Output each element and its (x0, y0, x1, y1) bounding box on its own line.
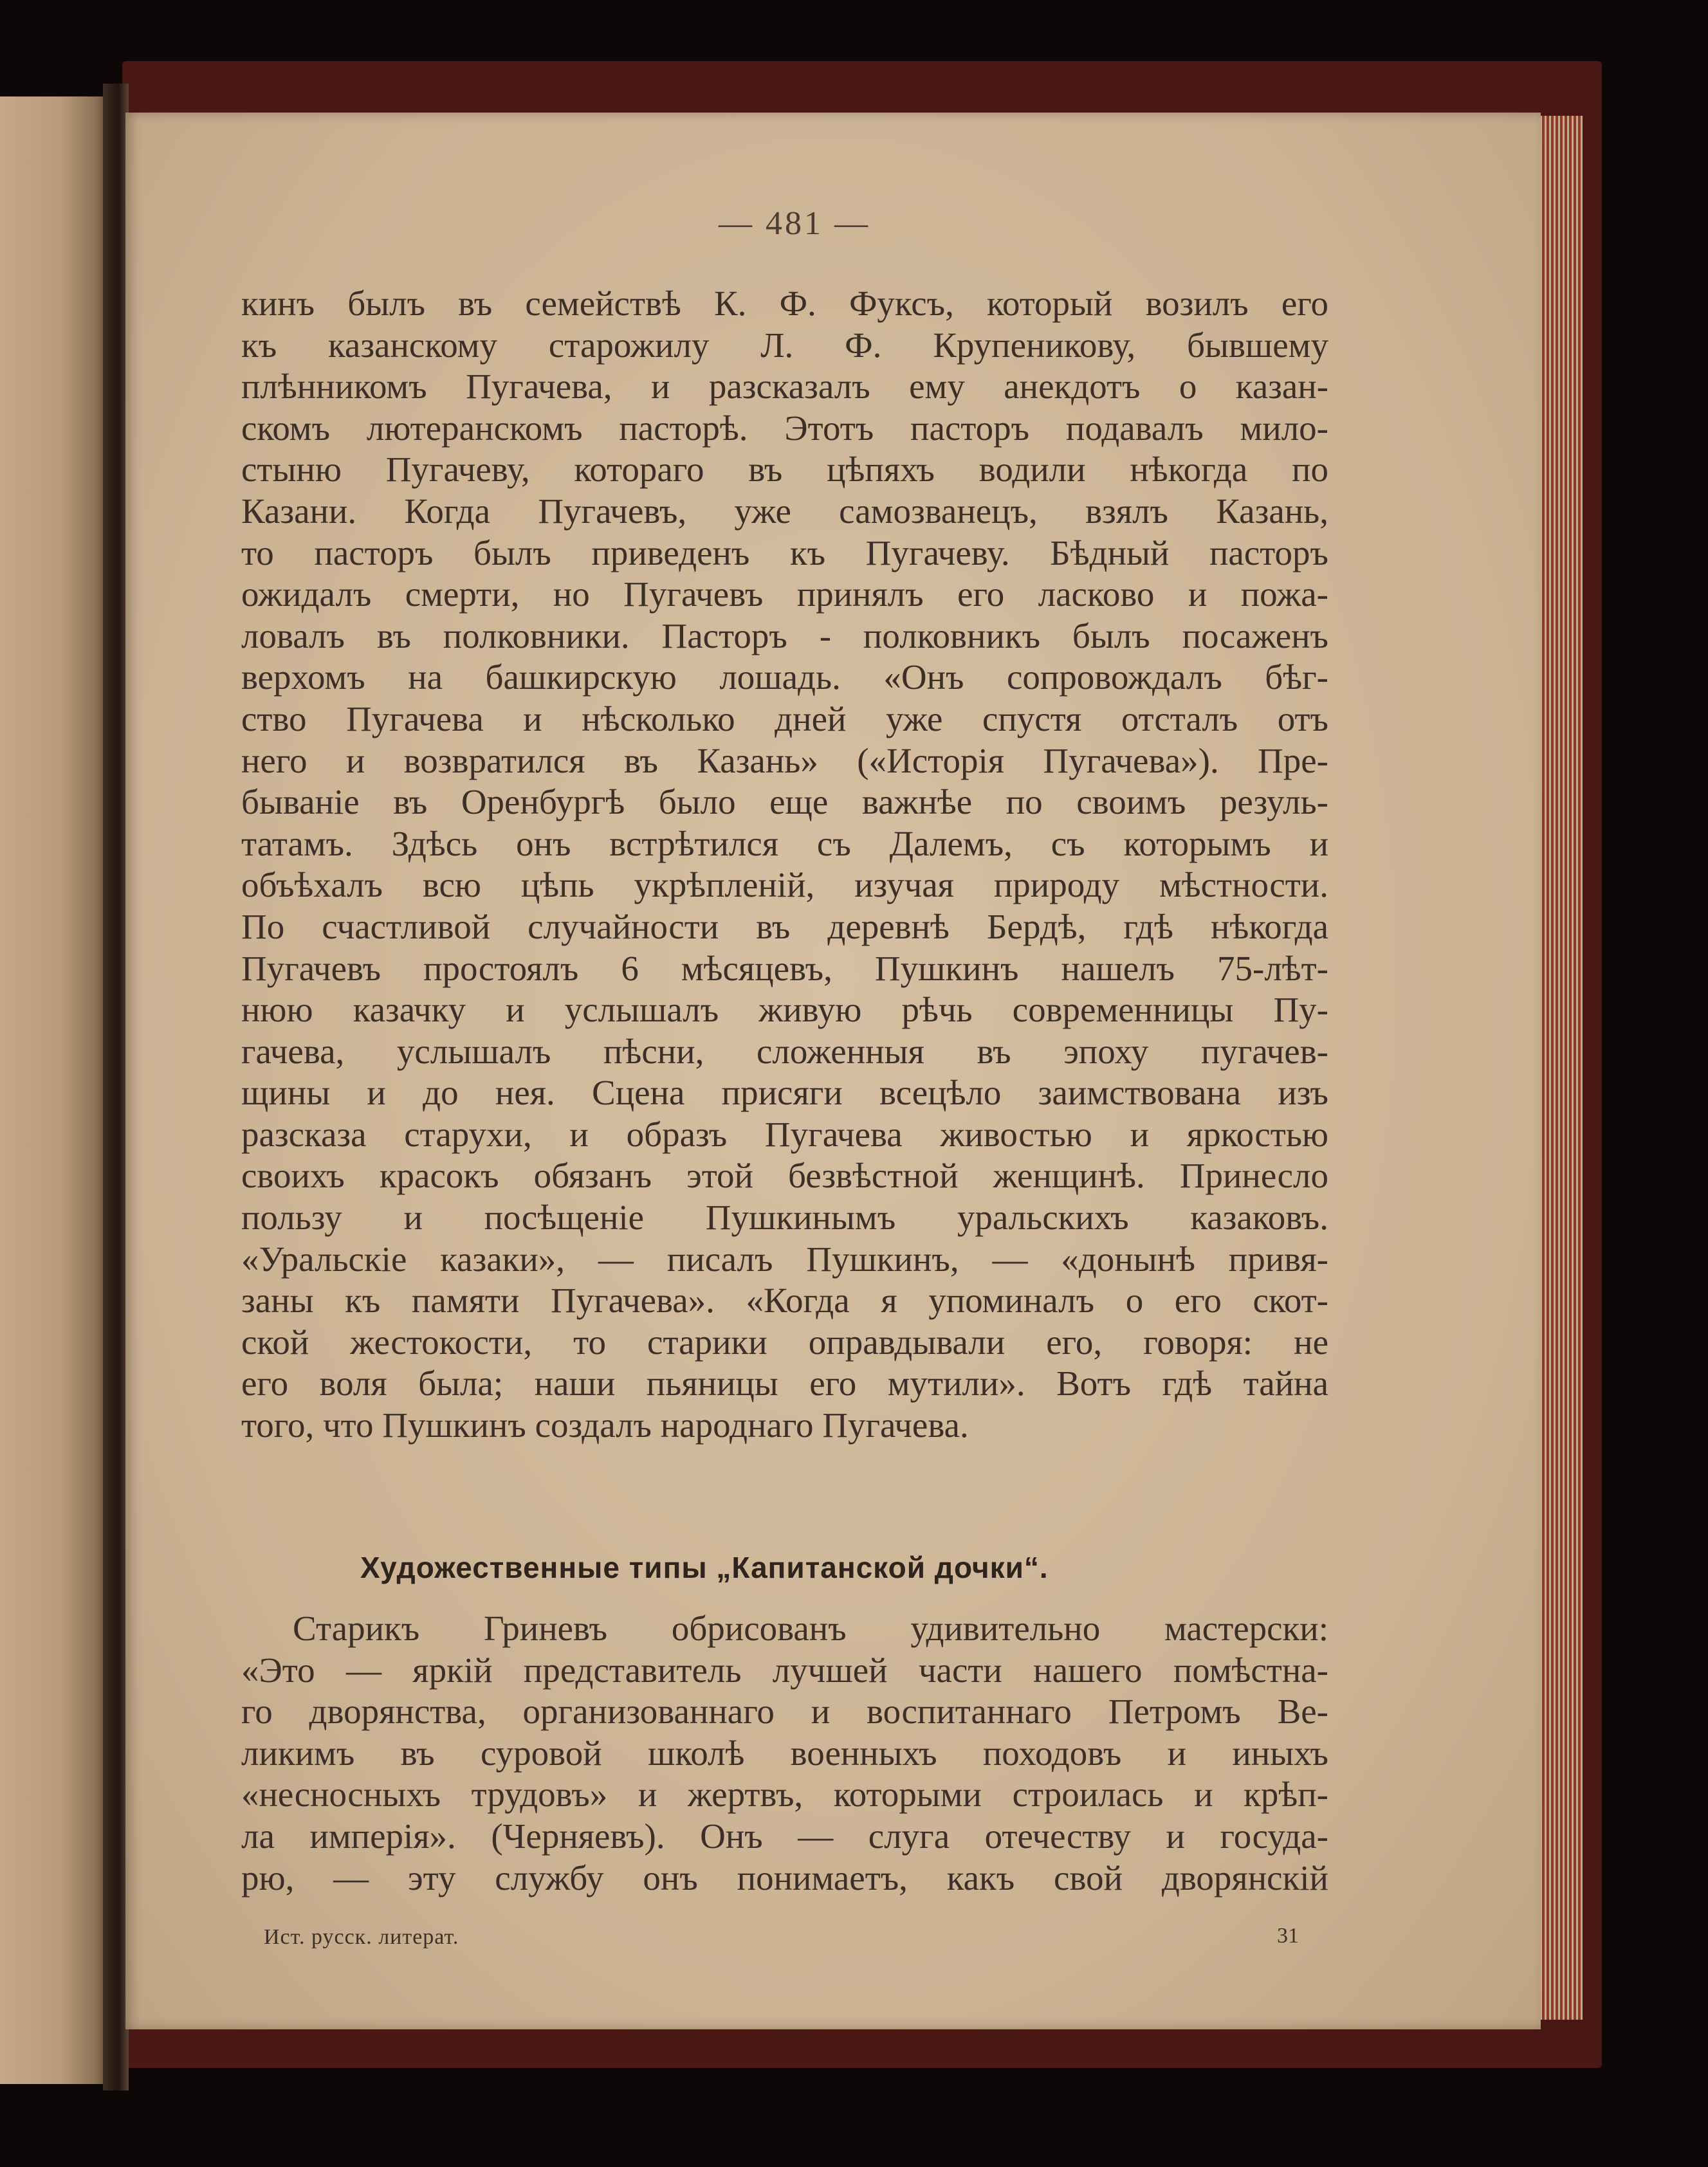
text-line: него и возвратился въ Казань» («Исторія Пугачева»). Пре- (241, 740, 1328, 780)
text-line: верхомъ на башкирскую лошадь. «Онъ сопровождалъ бѣг- (241, 657, 1328, 697)
text-line: По счастливой случайности въ деревнѣ Бердѣ, гдѣ нѣкогда (241, 906, 1328, 946)
book-gutter (103, 84, 129, 2090)
text-line: пользу и посѣщеніе Пушкинымъ уральскихъ казаковъ. (241, 1198, 1328, 1238)
text-line: татамъ. Здѣсь онъ встрѣтился съ Далемъ, съ которымъ и (241, 823, 1328, 863)
text-line: ла имперія». (Черняевъ). Онъ — слуга отечеству и госуда- (241, 1816, 1328, 1856)
text-line: щины и до нея. Сцена присяги всецѣло заимствована изъ (241, 1073, 1328, 1113)
text-line: рю, — эту службу онъ понимаетъ, какъ свой дворянскій (241, 1858, 1328, 1897)
text-line: «несносныхъ трудовъ» и жертвъ, которыми строилась и крѣп- (241, 1775, 1328, 1815)
text-line: ство Пугачева и нѣсколько дней уже спустя отсталъ отъ (241, 699, 1328, 738)
text-line: Пугачевъ простоялъ 6 мѣсяцевъ, Пушкинъ нашелъ 75-лѣт- (241, 948, 1328, 988)
text-line: объѣхалъ всю цѣпь укрѣпленій, изучая природу мѣстности. (241, 865, 1328, 905)
footer-signature-number: 31 (1277, 1924, 1299, 1948)
text-line: Старикъ Гриневъ обрисованъ удивительно мастерски: (293, 1609, 1328, 1648)
text-line: ожидалъ смерти, но Пугачевъ принялъ его ласково и пожа- (241, 574, 1328, 614)
text-line: «Уральскіе казаки», — писалъ Пушкинъ, — «донынѣ привя- (241, 1239, 1328, 1279)
text-line: кинъ былъ въ семействѣ К. Ф. Фуксъ, который возилъ его (241, 284, 1328, 323)
footer-signature-title: Ист. русск. литерат. (264, 1925, 459, 1949)
paragraph-1 (241, 283, 1328, 1447)
text-line: гачева, услышалъ пѣсни, сложенныя въ эпоху пугачев- (241, 1031, 1328, 1071)
text-line: ликимъ въ суровой школѣ военныхъ походовъ и иныхъ (241, 1733, 1328, 1773)
text-line: къ казанскому старожилу Л. Ф. Крупеникову, бывшему (241, 325, 1328, 365)
text-line: ловалъ въ полковники. Пасторъ - полковникъ былъ посаженъ (241, 616, 1328, 655)
left-page-edge (0, 96, 113, 2084)
paragraph-2 (241, 1608, 1328, 1899)
text-line: бываніе въ Оренбургѣ было еще важнѣе по своимъ резуль- (241, 782, 1328, 822)
text-line: ской жестокости, то старики оправдывали его, говоря: не (241, 1322, 1328, 1362)
text-line: скомъ лютеранскомъ пасторѣ. Этотъ пасторъ подавалъ мило- (241, 408, 1328, 448)
text-line: разсказа старухи, и образъ Пугачева живостью и яркостью (241, 1114, 1328, 1154)
page-number: — 481 — (719, 205, 870, 242)
text-line: плѣнникомъ Пугачева, и разсказалъ ему анекдотъ о казан- (241, 367, 1328, 407)
text-line: нюю казачку и услышалъ живую рѣчь современницы Пу- (241, 990, 1328, 1030)
text-line: «Это — яркій представитель лучшей части нашего помѣстна- (241, 1650, 1328, 1690)
page-stack-edge (1538, 116, 1583, 2020)
section-heading: Художественные типы „Капитанской дочки“. (360, 1551, 1049, 1584)
text-line: стыню Пугачеву, котораго въ цѣпяхъ водили нѣкогда по (241, 450, 1328, 489)
text-line: заны къ памяти Пугачева». «Когда я упоминалъ о его скот- (241, 1281, 1328, 1321)
text-line: его воля была; наши пьяницы его мутили». Вотъ гдѣ тайна (241, 1364, 1328, 1404)
text-line: то пасторъ былъ приведенъ къ Пугачеву. Бѣдный пасторъ (241, 533, 1328, 572)
text-line: своихъ красокъ обязанъ этой безвѣстной женщинѣ. Принесло (241, 1156, 1328, 1196)
text-line: го дворянства, организованнаго и воспитаннаго Петромъ Ве- (241, 1692, 1328, 1732)
text-line: Казани. Когда Пугачевъ, уже самозванецъ, взялъ Казань, (241, 491, 1328, 531)
text-line: того, что Пушкинъ создалъ народнаго Пугачева. (241, 1405, 969, 1445)
